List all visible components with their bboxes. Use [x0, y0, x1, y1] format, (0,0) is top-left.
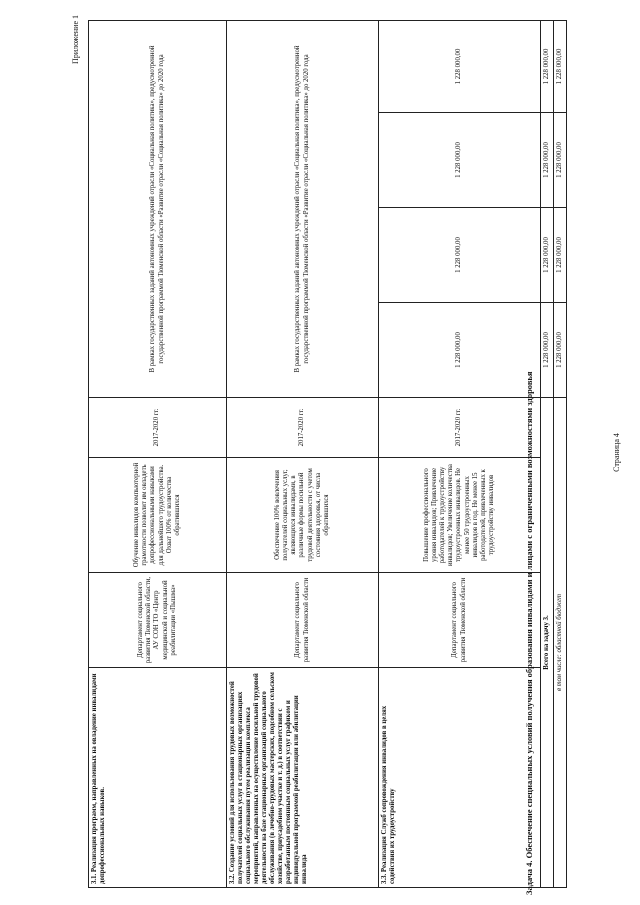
amount-cell: 1 228 000,00 [379, 303, 541, 398]
amount-cell: 1 228 000,00 [554, 208, 567, 303]
amount-cell: 1 228 000,00 [541, 303, 554, 398]
table-row [379, 20, 541, 887]
measure-period: 2017-2020 гг. [89, 398, 227, 458]
measure-period: 2017-2020 гг. [379, 398, 541, 458]
total-label: Всего на задачу 3. [541, 398, 554, 888]
total-row [541, 20, 554, 887]
measures-table [88, 20, 567, 888]
page-number: Страница 4 [612, 433, 621, 472]
measure-result: Обучение инвалидов компьютерной грамотности позволит им овладеть допрофессиональными навыками для дальнейшего трудоустройства. Охват 100% от количества обратившихся [89, 458, 227, 573]
measure-financing: В рамках государственных заданий автономных учреждений отрасли «Социальная политика», предусмотренной государственной программой Тюменской области «Развитие отрасли «Социальная политика» до 2020 года [89, 20, 227, 397]
table-row [89, 20, 227, 887]
amount-cell: 1 228 000,00 [379, 20, 541, 112]
measure-name: 3.2. Создание условий для использования трудовых возможностей получателей социальных услуг в стационарных организациях социального обслуживания путем реализации комплекса мероприятий, направленных на осуществление посильной трудовой деятельности на базе стационарных организаций социального обслуживания (в лечебно-трудовых мастерских, подсобном сельском хозяйстве, приусадебном участке и т. д.) в соответствии с разработанным постоянным социальных услуг графиком и индивидуальной программой реабилитации или абилитации инвалида [227, 668, 379, 888]
amount-cell: 1 228 000,00 [554, 20, 567, 112]
amount-cell: 1 228 000,00 [379, 113, 541, 208]
regional-budget-row [554, 20, 567, 887]
amount-cell: 1 228 000,00 [554, 113, 567, 208]
task4-heading: Задача 4. Обеспечение специальных условий получения образования инвалидами и лицами с ограниченными возможностями здоровья [524, 371, 534, 895]
appendix-label: Приложение 1 [71, 15, 80, 64]
measure-name: 3.1. Реализация программ, направленных на овладение инвалидами допрофессиональных навыков. [89, 668, 227, 888]
measure-period: 2017-2020 гг. [227, 398, 379, 458]
amount-cell: 1 228 000,00 [554, 303, 567, 398]
measure-result: Обеспечение 100% вовлечения получателей социальных услуг, являющихся инвалидами, в различные формы посильной трудовой деятельности с учетом состояния здоровья, от числа обратившихся [227, 458, 379, 573]
measure-result: Повышение профессионального уровня инвалидов; Привлечение работодателей к трудоустройству инвалидов; Увеличение количества трудоустроенных инвалидов. Не менее 50 трудоустроенных инвалидов в год. Не менее 15 работодателей, привлеченных к трудоустройству инвалидов [379, 458, 541, 573]
measure-name: 3.3. Реализация Служб сопровождения инвалидов в целях содействия их трудоустройству [379, 668, 541, 888]
amount-cell: 1 228 000,00 [541, 20, 554, 112]
measure-executor: Департамент социального развития Тюменской области, АУ СОН ТО «Центр медицинской и социальной реабилитации «Пышма» [89, 573, 227, 668]
measure-executor: Департамент социального развития Тюменской области [227, 573, 379, 668]
amount-cell: 1 228 000,00 [541, 113, 554, 208]
amount-cell: 1 228 000,00 [379, 208, 541, 303]
measure-financing: В рамках государственных заданий автономных учреждений отрасли «Социальная политика», предусмотренной государственной программой Тюменской области «Развитие отрасли «Социальная политика» до 2020 года [227, 20, 379, 397]
measure-executor: Департамент социального развития Тюменской области [379, 573, 541, 668]
amount-cell: 1 228 000,00 [541, 208, 554, 303]
regional-budget-label: в том числе: областной бюджет [554, 398, 567, 888]
table-row [227, 20, 379, 887]
